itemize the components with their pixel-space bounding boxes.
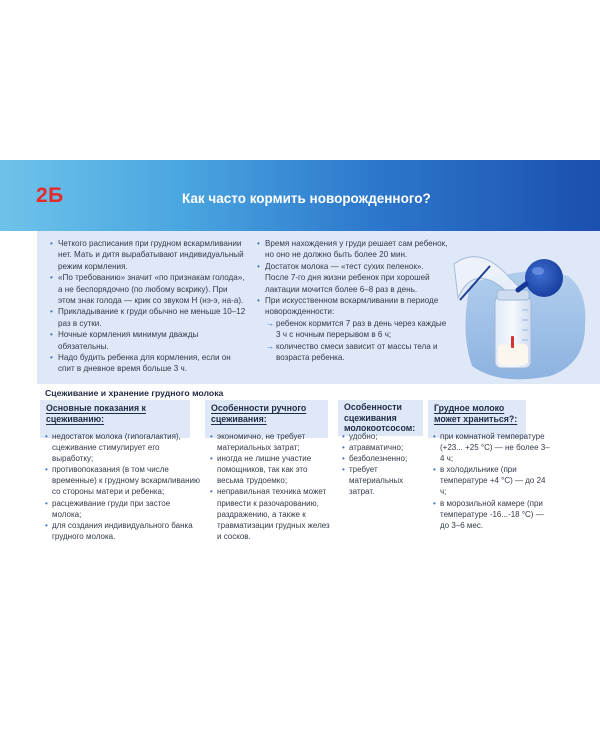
page-title: Как часто кормить новорожденного? (182, 191, 431, 206)
section-number: 2Б (36, 184, 64, 207)
breast-pump-illustration (440, 236, 588, 384)
list-item: • расцеживание груди при застое молока; (45, 498, 200, 520)
storage-conditions-list (433, 431, 553, 531)
info-column-left (50, 238, 247, 375)
indications-list (45, 431, 200, 542)
info-column-right (257, 238, 449, 363)
list-item: • требует материальных затрат. (342, 464, 420, 497)
list-item: • в холодильнике (при температуре +4 °C) — до 24 ч; (433, 464, 553, 497)
manual-expression-title: Особенности ручного сцеживания: (211, 403, 307, 424)
list-item: • недостаток молока (гипогалактия), сцеживание стимулирует его выработку; (45, 431, 200, 464)
bottle-red-mark (511, 336, 514, 348)
list-item: • при комнатной температуре (+23... +25 °C) — не более 3–4 ч; (433, 431, 553, 464)
list-item: • в морозильной камере (при температуре -16...-18 °C) — до 3–6 мес. (433, 498, 553, 531)
storage-title: Грудное молоко может храниться?: (434, 403, 518, 424)
info-item: • Четкого расписания при грудном вскармливании нет. Мать и дитя вырабатывают индивидуальный режим кормления. (50, 238, 247, 272)
pump-expression-list (342, 431, 420, 498)
info-item: • Время нахождения у груди решает сам ребенок, но оно не должно быть более 20 мин. (257, 238, 449, 261)
info-subitem: → количество смеси зависит от массы тела и возраста ребенка. (257, 341, 449, 364)
info-item: • «По требованию» значит «по признакам голода», а не беспорядочно (по любому вскрику). При этом знак голода — крик со звуком Н (нэ-э, на-а). (50, 272, 247, 306)
info-subitem: → ребенок кормится 7 раз в день через каждые 3 ч с ночным перерывом в 6 ч; (257, 318, 449, 341)
info-item: • Надо будить ребенка для кормления, если он спит в дневное время больше 3 ч. (50, 352, 247, 375)
manual-expression-list (210, 431, 330, 542)
list-item: • удобно; (342, 431, 420, 442)
list-item: • безболезненно; (342, 453, 420, 464)
info-item: • Ночные кормления минимум дважды обязательны. (50, 329, 247, 352)
pump-bulb (525, 259, 563, 297)
list-item: • иногда не лишне участие помощников, так как это весьма трудоемко; (210, 453, 330, 486)
bottle-cap (497, 290, 529, 300)
info-item: • Прикладывание к груди обычно не меньше 10–12 раз в сутки. (50, 306, 247, 329)
info-item: • При искусственном вскармливании в периоде новорожденности: (257, 295, 449, 318)
list-item: • неправильная техника может привести к разочарованию, раздражению, а также к травматизации грудных желез и сосков. (210, 486, 330, 541)
indications-title: Основные показания к сцеживанию: (46, 403, 146, 424)
info-item: • Достаток молока — «тест сухих пеленок». После 7-го дня жизни ребенок при хорошей лактации мочится более 6–8 раз в день. (257, 261, 449, 295)
list-item: • атравматично; (342, 442, 420, 453)
list-item: • для создания индивидуального банка грудного молока. (45, 520, 200, 542)
list-item: • экономично, не требует материальных затрат; (210, 431, 330, 453)
pump-expression-title: Особенности сцеживания молокоотсосом: (344, 402, 416, 433)
list-item: • противопоказания (в том числе временные) к грудному вскармливанию со стороны матери и ребенка; (45, 464, 200, 497)
storage-heading: Сцеживание и хранение грудного молока (45, 388, 224, 398)
